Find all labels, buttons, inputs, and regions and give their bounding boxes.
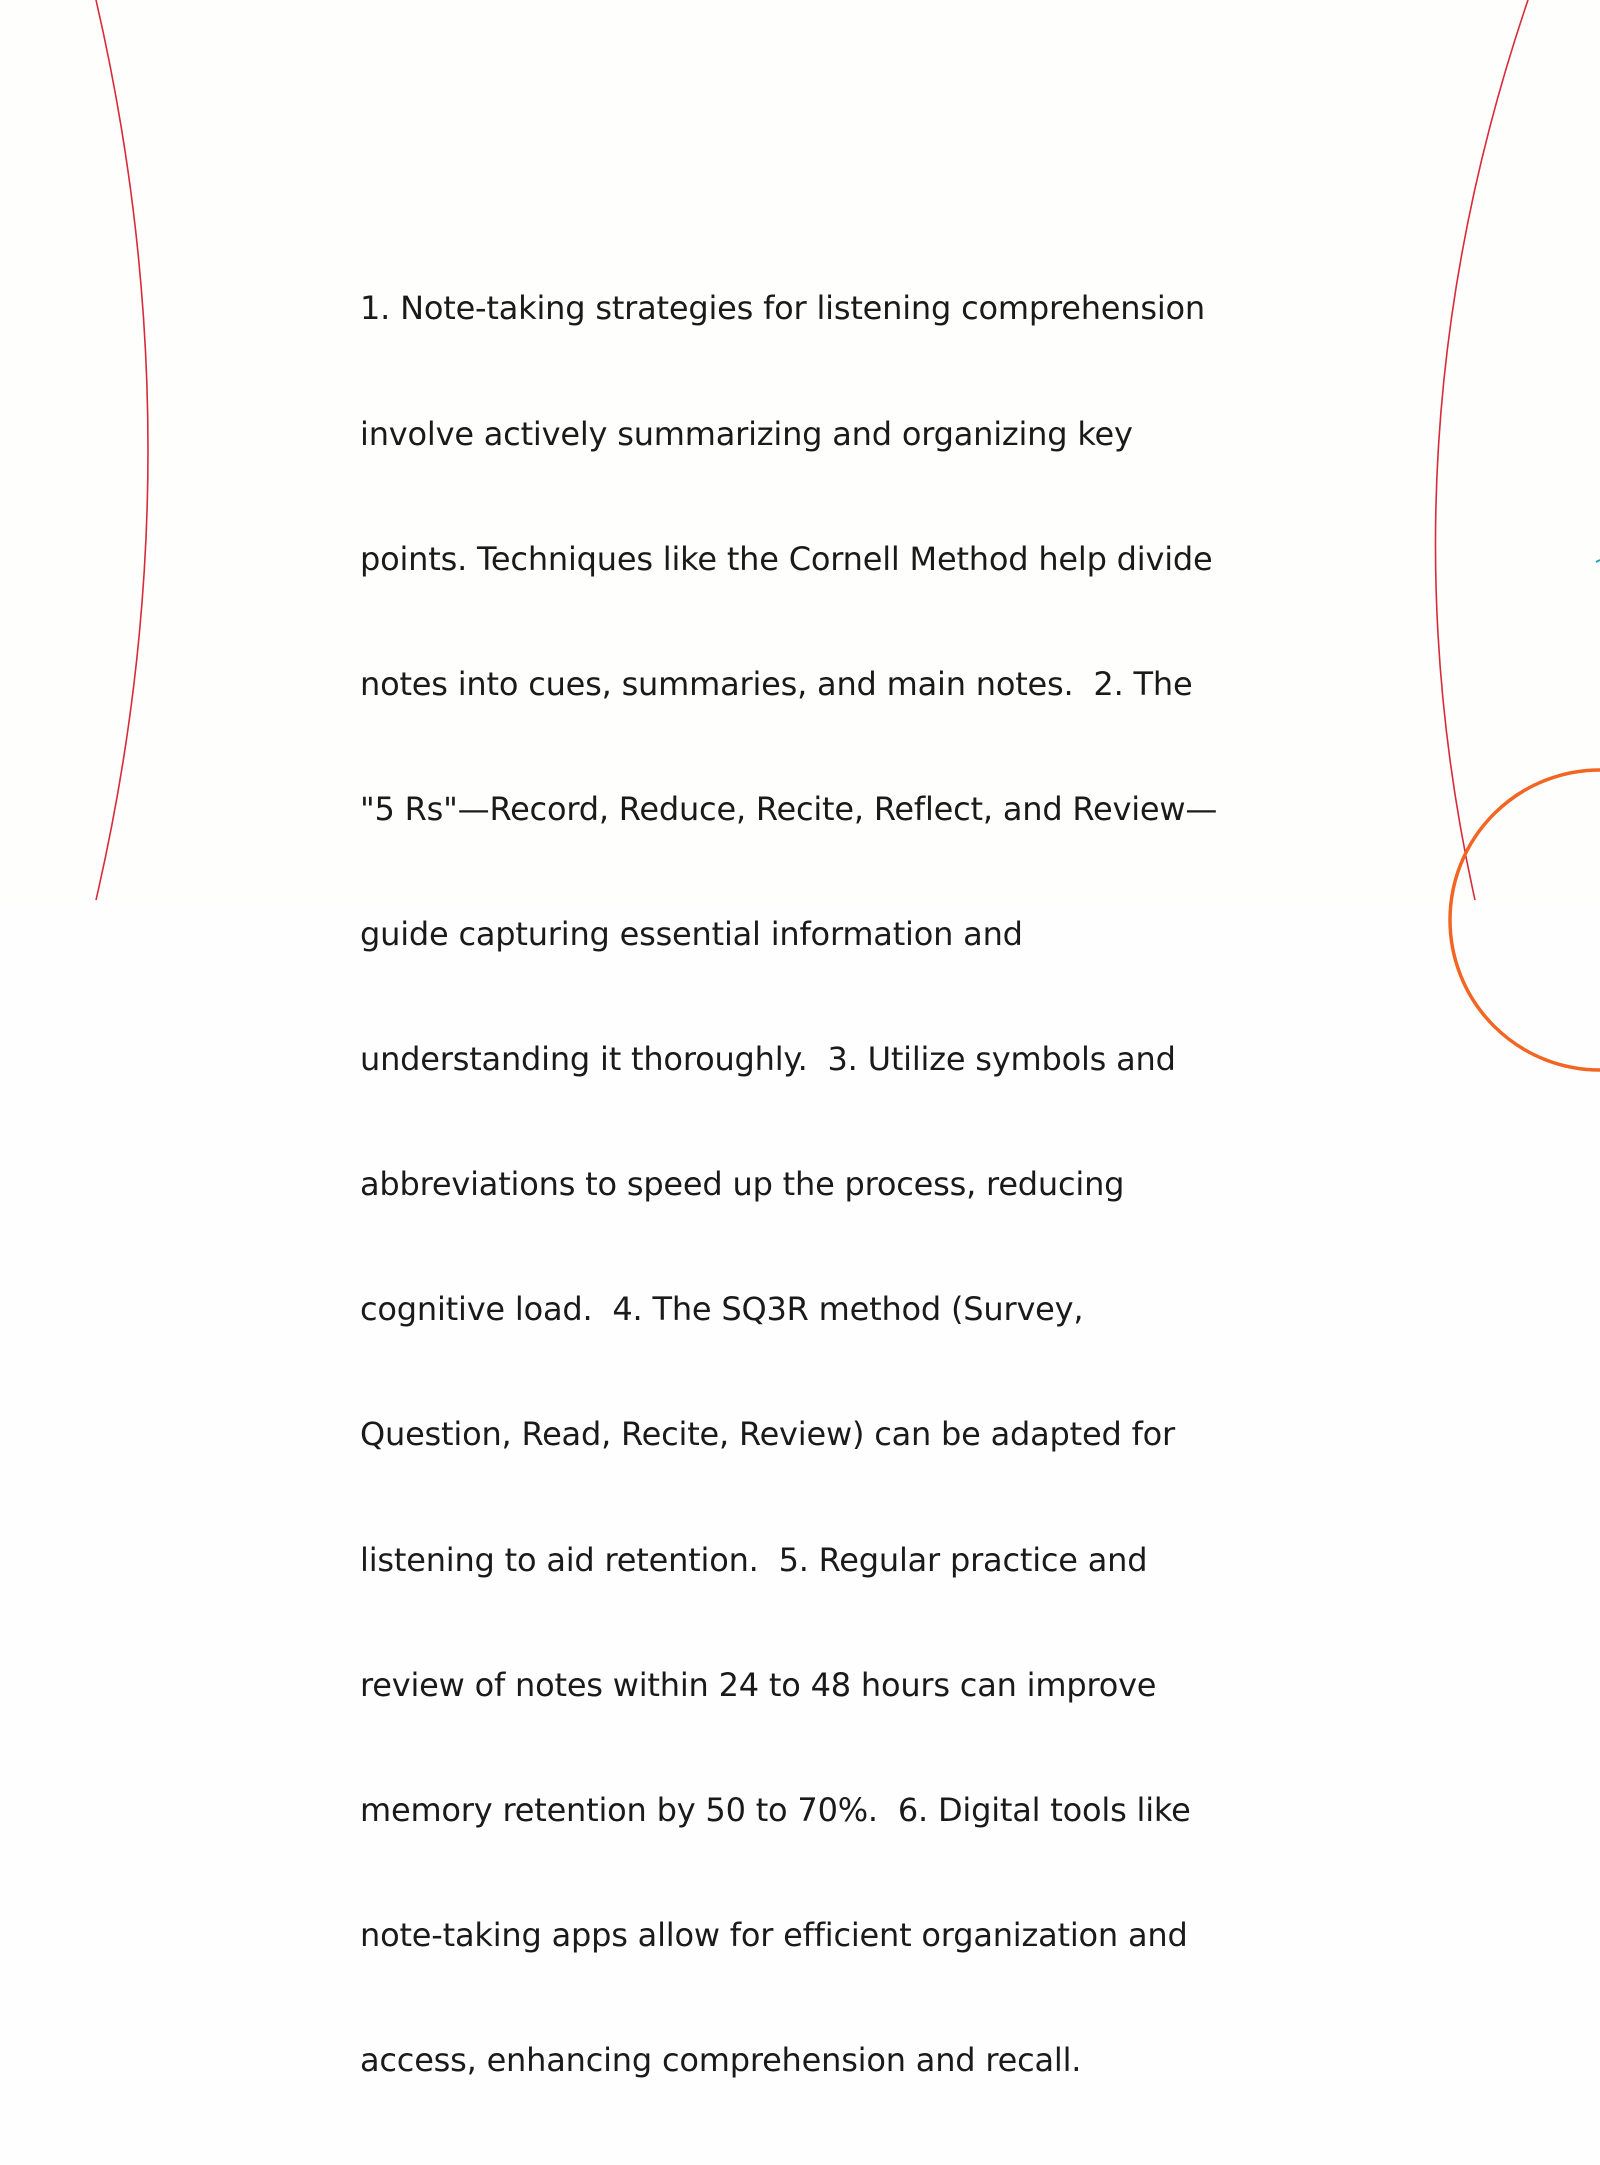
body-line: Question, Read, Recite, Review) can be adapted for [360,1415,1175,1454]
body-line: abbreviations to speed up the process, reducing [360,1165,1125,1204]
body-line: notes into cues, summaries, and main notes. 2. The [360,664,1193,703]
body-line: memory retention by 50 to 70%. 6. Digital tools like [360,1790,1191,1829]
corner-circle-decoration [1450,770,1600,1070]
body-line: cognitive load. 4. The SQ3R method (Survey, [360,1290,1084,1329]
body-line: review of notes within 24 to 48 hours can improve [360,1665,1157,1704]
slide-body-text [360,205,1260,2165]
body-line: 1. Note-taking strategies for listening comprehension [360,289,1205,328]
body-line: access, enhancing comprehension and recall. [360,2040,1082,2079]
body-line: listening to aid retention. 5. Regular practice and [360,1540,1148,1579]
body-line: note-taking apps allow for efficient organization and [360,1915,1188,1954]
body-line: "5 Rs"—Record, Reduce, Recite, Reflect, and Review— [360,789,1218,828]
body-line: understanding it thoroughly. 3. Utilize symbols and [360,1040,1176,1079]
body-line: points. Techniques like the Cornell Method help divide [360,539,1213,578]
teal-accent-decoration [1596,560,1600,562]
left-arc-decoration [96,0,148,900]
right-arc-decoration [1435,0,1528,900]
body-line: guide capturing essential information and [360,914,1023,953]
body-line: involve actively summarizing and organizing key [360,414,1133,453]
